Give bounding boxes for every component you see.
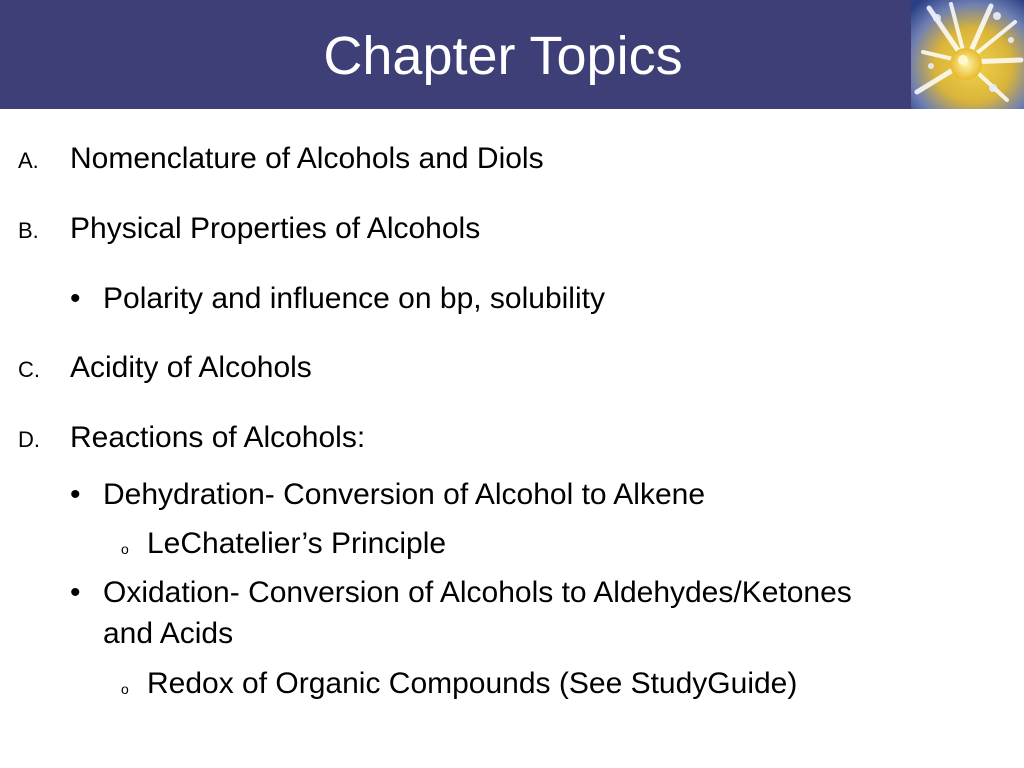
outline-marker: A.	[18, 148, 39, 173]
slide-title: Chapter Topics	[323, 26, 683, 86]
bullet-marker: •	[70, 576, 81, 609]
outline-item-reactions: Reactions of Alcohols:	[70, 421, 366, 454]
outline-marker: C.	[18, 357, 40, 382]
flower-image-icon	[911, 0, 1024, 109]
sub-bullet-marker: o	[121, 541, 129, 557]
bullet-marker: •	[70, 282, 81, 315]
outline-item-acidity: Acidity of Alcohols	[70, 351, 312, 384]
bullet-marker: •	[70, 478, 81, 511]
outline-subitem-oxidation: Oxidation- Conversion of Alcohols to Aldehydes/Ketones	[103, 576, 852, 609]
outline-subitem-dehydration: Dehydration- Conversion of Alcohol to Alkene	[103, 478, 706, 511]
flower-photo	[911, 0, 1024, 109]
outline-marker: D.	[18, 427, 40, 452]
title-bar	[0, 0, 1024, 109]
sub-bullet-marker: o	[121, 681, 129, 697]
outline-item-nomenclature: Nomenclature of Alcohols and Diols	[70, 142, 544, 175]
outline-marker: B.	[18, 218, 39, 243]
outline-subsubitem-redox: Redox of Organic Compounds (See StudyGuide)	[147, 667, 798, 700]
outline-item-physical-properties: Physical Properties of Alcohols	[70, 212, 481, 245]
outline-subitem-oxidation-cont: and Acids	[103, 617, 234, 650]
outline-subsubitem-lechatelier: LeChatelier’s Principle	[147, 527, 447, 560]
outline-subitem-polarity: Polarity and influence on bp, solubility	[103, 282, 605, 315]
